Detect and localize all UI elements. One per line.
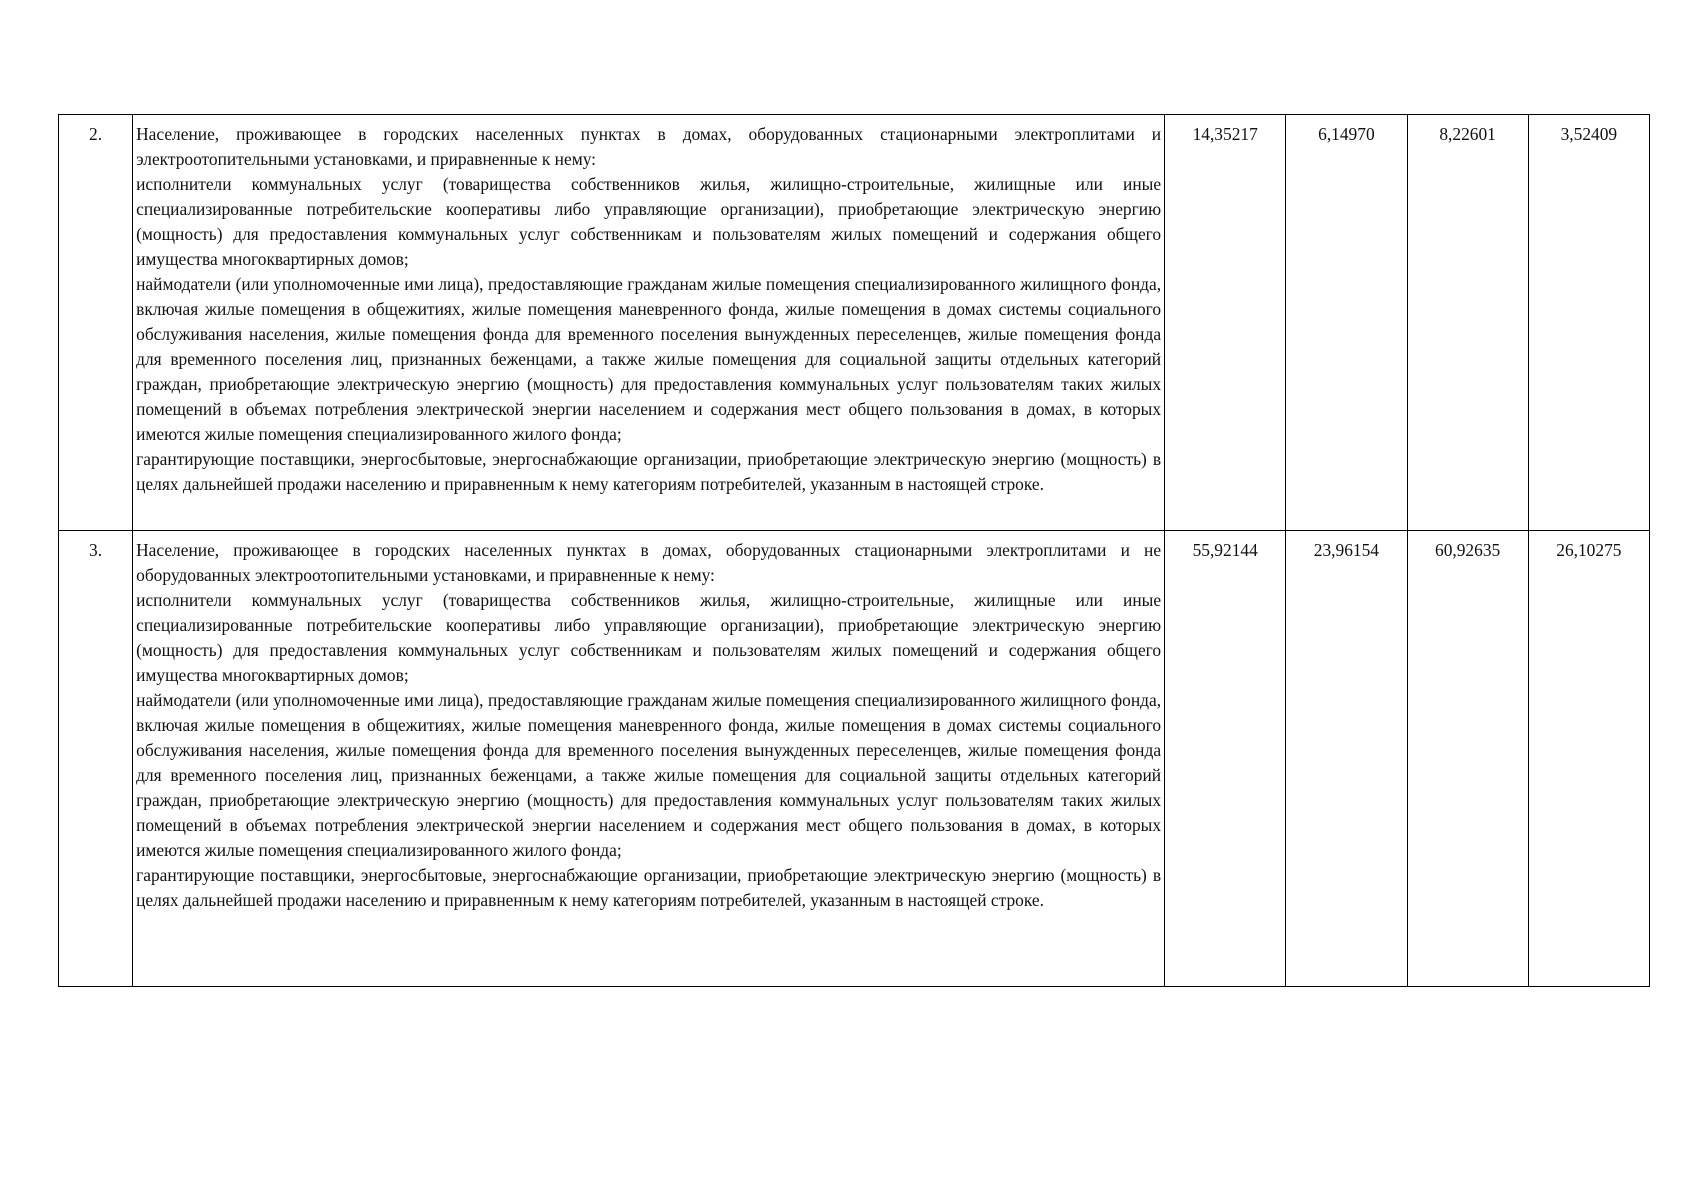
value-cell-3: 60,92635 (1407, 531, 1528, 987)
value-cell-1: 14,35217 (1165, 115, 1286, 531)
description-paragraph: исполнители коммунальных услуг (товарищества собственников жилья, жилищно-строительные, жилищные или иные специализированные потребительские кооперативы либо управляющие организации), приобретающие электрическую энергию (мощность) для предоставления коммунальных услуг собственникам и пользователям жилых помещений и содержания общего имущества многоквартирных домов; (136, 174, 1162, 269)
description-paragraph: Население, проживающее в городских населенных пунктах в домах, оборудованных стационарными электроплитами и электроотопительными установками, и приравненные к нему: (136, 124, 1162, 169)
table-row (59, 531, 1650, 987)
value-cell-4: 26,10275 (1528, 531, 1649, 987)
description-paragraph: исполнители коммунальных услуг (товарищества собственников жилья, жилищно-строительные, жилищные или иные специализированные потребительские кооперативы либо управляющие организации), приобретающие электрическую энергию (мощность) для предоставления коммунальных услуг собственникам и пользователям жилых помещений и содержания общего имущества многоквартирных домов; (136, 590, 1162, 685)
description-paragraph: наймодатели (или уполномоченные ими лица), предоставляющие гражданам жилые помещения специализированного жилищного фонда, включая жилые помещения в общежитиях, жилые помещения маневренного фонда, жилые помещения в домах системы социального обслуживания населения, жилые помещения фонда для временного поселения вынужденных переселенцев, жилые помещения фонда для временного поселения лиц, признанных беженцами, а также жилые помещения для социальной защиты отдельных категорий граждан, приобретающие электрическую энергию (мощность) для предоставления коммунальных услуг пользователям таких жилых помещений в объемах потребления электрической энергии населением и содержания мест общего пользования в домах, в которых имеются жилые помещения специализированного жилого фонда; (136, 690, 1162, 860)
row-number: 3. (59, 531, 133, 987)
description-paragraph: наймодатели (или уполномоченные ими лица), предоставляющие гражданам жилые помещения специализированного жилищного фонда, включая жилые помещения в общежитиях, жилые помещения маневренного фонда, жилые помещения в домах системы социального обслуживания населения, жилые помещения фонда для временного поселения вынужденных переселенцев, жилые помещения фонда для временного поселения лиц, признанных беженцами, а также жилые помещения для социальной защиты отдельных категорий граждан, приобретающие электрическую энергию (мощность) для предоставления коммунальных услуг пользователям таких жилых помещений в объемах потребления электрической энергии населением и содержания мест общего пользования в домах, в которых имеются жилые помещения специализированного жилого фонда; (136, 274, 1162, 444)
description-paragraph: гарантирующие поставщики, энергосбытовые, энергоснабжающие организации, приобретающие электрическую энергию (мощность) в целях дальнейшей продажи населению и приравненным к нему категориям потребителей, указанным в настоящей строке. (136, 449, 1162, 494)
description-paragraph: Население, проживающее в городских населенных пунктах в домах, оборудованных стационарными электроплитами и не оборудованных электроотопительными установками, и приравненные к нему: (136, 540, 1162, 585)
tariff-table (58, 114, 1650, 987)
value-cell-2: 23,96154 (1286, 531, 1407, 987)
description-text-block (136, 122, 1161, 523)
value-cell-3: 8,22601 (1407, 115, 1528, 531)
row-description (133, 115, 1165, 531)
value-cell-1: 55,92144 (1165, 531, 1286, 987)
description-paragraph: гарантирующие поставщики, энергосбытовые, энергоснабжающие организации, приобретающие электрическую энергию (мощность) в целях дальнейшей продажи населению и приравненным к нему категориям потребителей, указанным в настоящей строке. (136, 865, 1162, 910)
row-description (133, 531, 1165, 987)
table-row (59, 115, 1650, 531)
description-text-block (136, 538, 1161, 979)
value-cell-4: 3,52409 (1528, 115, 1649, 531)
row-number: 2. (59, 115, 133, 531)
value-cell-2: 6,14970 (1286, 115, 1407, 531)
